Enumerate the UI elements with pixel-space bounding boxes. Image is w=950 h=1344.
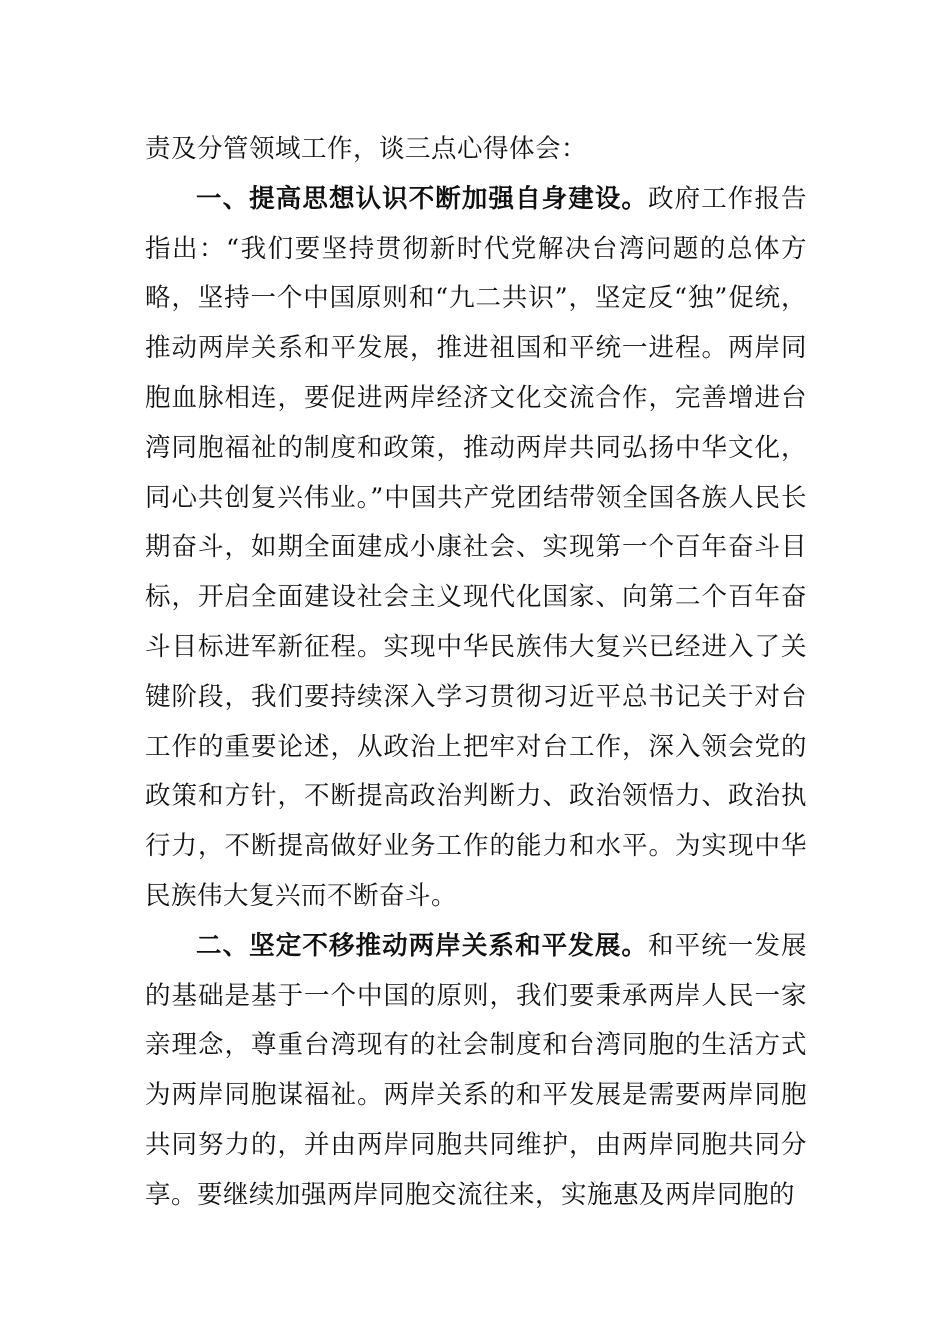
section-2-body: 和平统一发展的基础是基于一个中国的原则，我们要秉承两岸人民一家亲理念，尊重台湾现有的社会制度和台湾同胞的生活方式为两岸同胞谋福祉。两岸关系的和平发展是需要两岸同胞共同努力的，并由两岸同胞共同维护，由两岸同胞共同分享。要继续加强两岸同胞交流往来，实施惠及两岸同胞的 bbox=[145, 930, 807, 1210]
section-1-paragraph bbox=[145, 175, 807, 922]
section-1-body: 政府工作报告指出：“我们要坚持贯彻新时代党解决台湾问题的总体方略，坚持一个中国原则和“九二共识”，坚定反“独”促统，推动两岸关系和平发展，推进祖国和平统一进程。两岸同胞血脉相连，要促进两岸经济文化交流合作，完善增进台湾同胞福祉的制度和政策，推动两岸共同弘扬中华文化，同心共创复兴伟业。”中国共产党团结带领全国各族人民长期奋斗，如期全面建成小康社会、实现第一个百年奋斗目标，开启全面建设社会主义现代化国家、向第二个百年奋斗目标进军新征程。实现中华民族伟大复兴已经进入了关键阶段，我们要持续深入学习贯彻习近平总书记关于对台工作的重要论述，从政治上把牢对台工作，深入领会党的政策和方针，不断提高政治判断力、政治领悟力、政治执行力，不断提高做好业务工作的能力和水平。为实现中华民族伟大复兴而不断奋斗。 bbox=[145, 183, 807, 911]
section-2-heading: 二、坚定不移推动两岸关系和平发展。 bbox=[196, 930, 649, 961]
section-1-heading: 一、提高思想认识不断加强自身建设。 bbox=[196, 183, 649, 214]
section-2-paragraph bbox=[145, 922, 807, 1221]
document-body bbox=[145, 125, 807, 1221]
intro-paragraph: 责及分管领域工作，谈三点心得体会： bbox=[145, 134, 588, 164]
